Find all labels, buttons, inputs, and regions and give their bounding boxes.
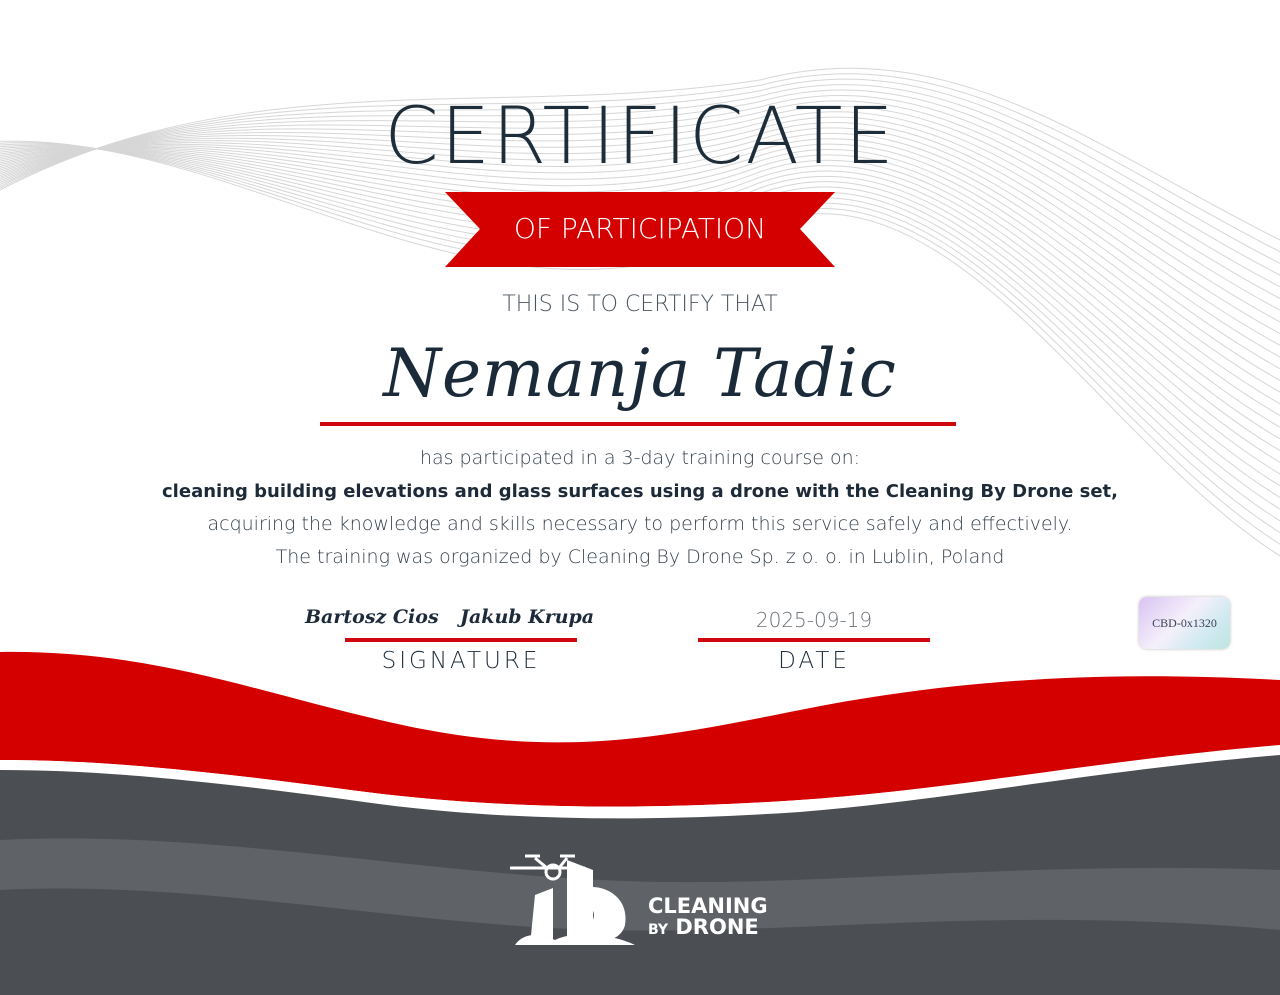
signature-line: [345, 638, 577, 642]
body-line-3: acquiring the knowledge and skills necessary to perform this service safely and effectively.: [207, 513, 1073, 535]
signature-label: SIGNATURE: [381, 648, 541, 674]
date-label: DATE: [778, 648, 850, 674]
hologram-seal: [1139, 597, 1230, 649]
logo-wordmark: [648, 896, 768, 941]
logo-line-1: CLEANING: [648, 894, 768, 918]
certificate-subtitle: OF PARTICIPATION: [513, 212, 767, 245]
signature-1: Bartosz Cios: [305, 606, 439, 628]
body-line-2: cleaning building elevations and glass surfaces using a drone with the Cleaning By Drone set,: [162, 481, 1118, 502]
body-line-1: has participated in a 3-day training course on:: [419, 447, 861, 469]
name-underline: [320, 422, 956, 426]
recipient-name: Nemanja Tadic: [383, 335, 897, 412]
date-line: [698, 638, 930, 642]
date-value: 2025-09-19: [755, 608, 873, 632]
certify-text: THIS IS TO CERTIFY THAT: [502, 292, 778, 317]
logo-line-2: DRONE: [675, 915, 759, 939]
logo-by: BY: [648, 922, 669, 938]
certificate-title: CERTIFICATE: [384, 92, 896, 182]
body-line-4: The training was organized by Cleaning By Drone Sp. z o. o. in Lublin, Poland: [275, 546, 1005, 568]
signature-2: Jakub Krupa: [460, 606, 595, 628]
seal-code: CBD-0x1320: [1152, 615, 1217, 630]
drone-building-logo-icon: [505, 850, 645, 950]
